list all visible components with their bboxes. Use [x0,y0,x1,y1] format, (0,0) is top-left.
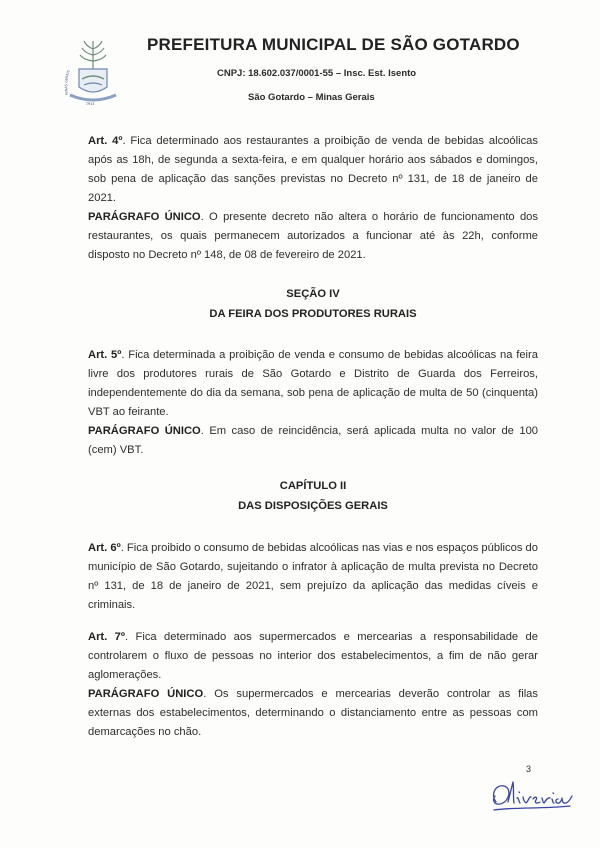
chapter-ii-heading: CAPÍTULO II [279,480,347,492]
page-number: 3 [526,764,532,774]
article-4-paragraph-text: . O presente decreto não altera o horário de funcionamento dos restaurantes, os quais permanecem autorizados a funcionar até às 22h, conforme disposto no Decreto nº 148, de 08 de fevereiro de 2021. [88,211,539,261]
article-5-label: Art. 5º [88,349,122,361]
municipal-crest-icon [60,35,126,105]
article-7 [88,628,538,742]
crest-left-label: MINAS GERAIS [64,69,71,96]
signature-image [486,772,578,818]
crest-bottom-label: 1914 [85,101,95,105]
article-6 [88,539,538,615]
svg-text:MINAS GERAIS [64,70,70,96]
article-4-label: Art. 4º [88,135,123,147]
article-4 [88,132,538,265]
article-5 [88,346,538,460]
article-7-label: Art. 7º [88,631,125,643]
header-title: PREFEITURA MUNICIPAL DE SÃO GOTARDO [147,35,520,54]
svg-text:1914 [86,101,95,105]
header-cnpj: CNPJ: 18.602.037/0001-55 – Insc. Est. Isento [217,68,417,79]
article-5-paragraph-label: PARÁGRAFO ÚNICO [88,425,201,437]
article-4-text: . Fica determinado aos restaurantes a proibição de venda de bebidas alcoólicas após as 18h, de segunda a sexta-feira, e em qualquer horário aos sábados e domingos, sob pena de aplicação das sanções previstas no Decreto nº 131, de 18 de janeiro de 2021. [88,135,538,204]
article-7-text: . Fica determinado aos supermercados e mercearias a responsabilidade de controlarem o fluxo de pessoas no interior dos estabelecimentos, a fim de não gerar aglomerações. [88,631,538,681]
chapter-ii-subheading: DAS DISPOSIÇÕES GERAIS [238,500,388,512]
section-iv-heading: SEÇÃO IV [286,288,340,300]
section-iv-subheading: DA FEIRA DOS PRODUTORES RURAIS [209,308,417,320]
article-7-paragraph-label: PARÁGRAFO ÚNICO [88,688,204,700]
article-5-paragraph-text: . Em caso de reincidência, será aplicada multa no valor de 100 (cem) VBT. [88,425,539,456]
article-5-text: . Fica determinada a proibição de venda e consumo de bebidas alcoólicas na feira livre dos produtores rurais de São Gotardo e Distrito de Guarda dos Ferreiros, independentemente do dia da semana, sob pena de aplicação de multa de 50 (cinquenta) VBT ao feirante. [88,349,538,418]
article-7-paragraph-text: . Os supermercados e mercearias deverão controlar as filas externas dos estabelecimentos, determinando o distanciamento entre as pessoas com demarcações no chão. [88,688,538,738]
article-6-text: . Fica proibido o consumo de bebidas alcoólicas nas vias e nos espaços públicos do município de São Gotardo, sujeitando o infrator à aplicação de multa prevista no Decreto nº 131, de 18 de janeiro de 2021, sem prejuízo da aplicação das medidas cíveis e criminais. [88,542,538,611]
article-6-label: Art. 6º [88,542,121,554]
header-city: São Gotardo – Minas Gerais [248,92,375,103]
article-4-paragraph-label: PARÁGRAFO ÚNICO [88,211,201,223]
